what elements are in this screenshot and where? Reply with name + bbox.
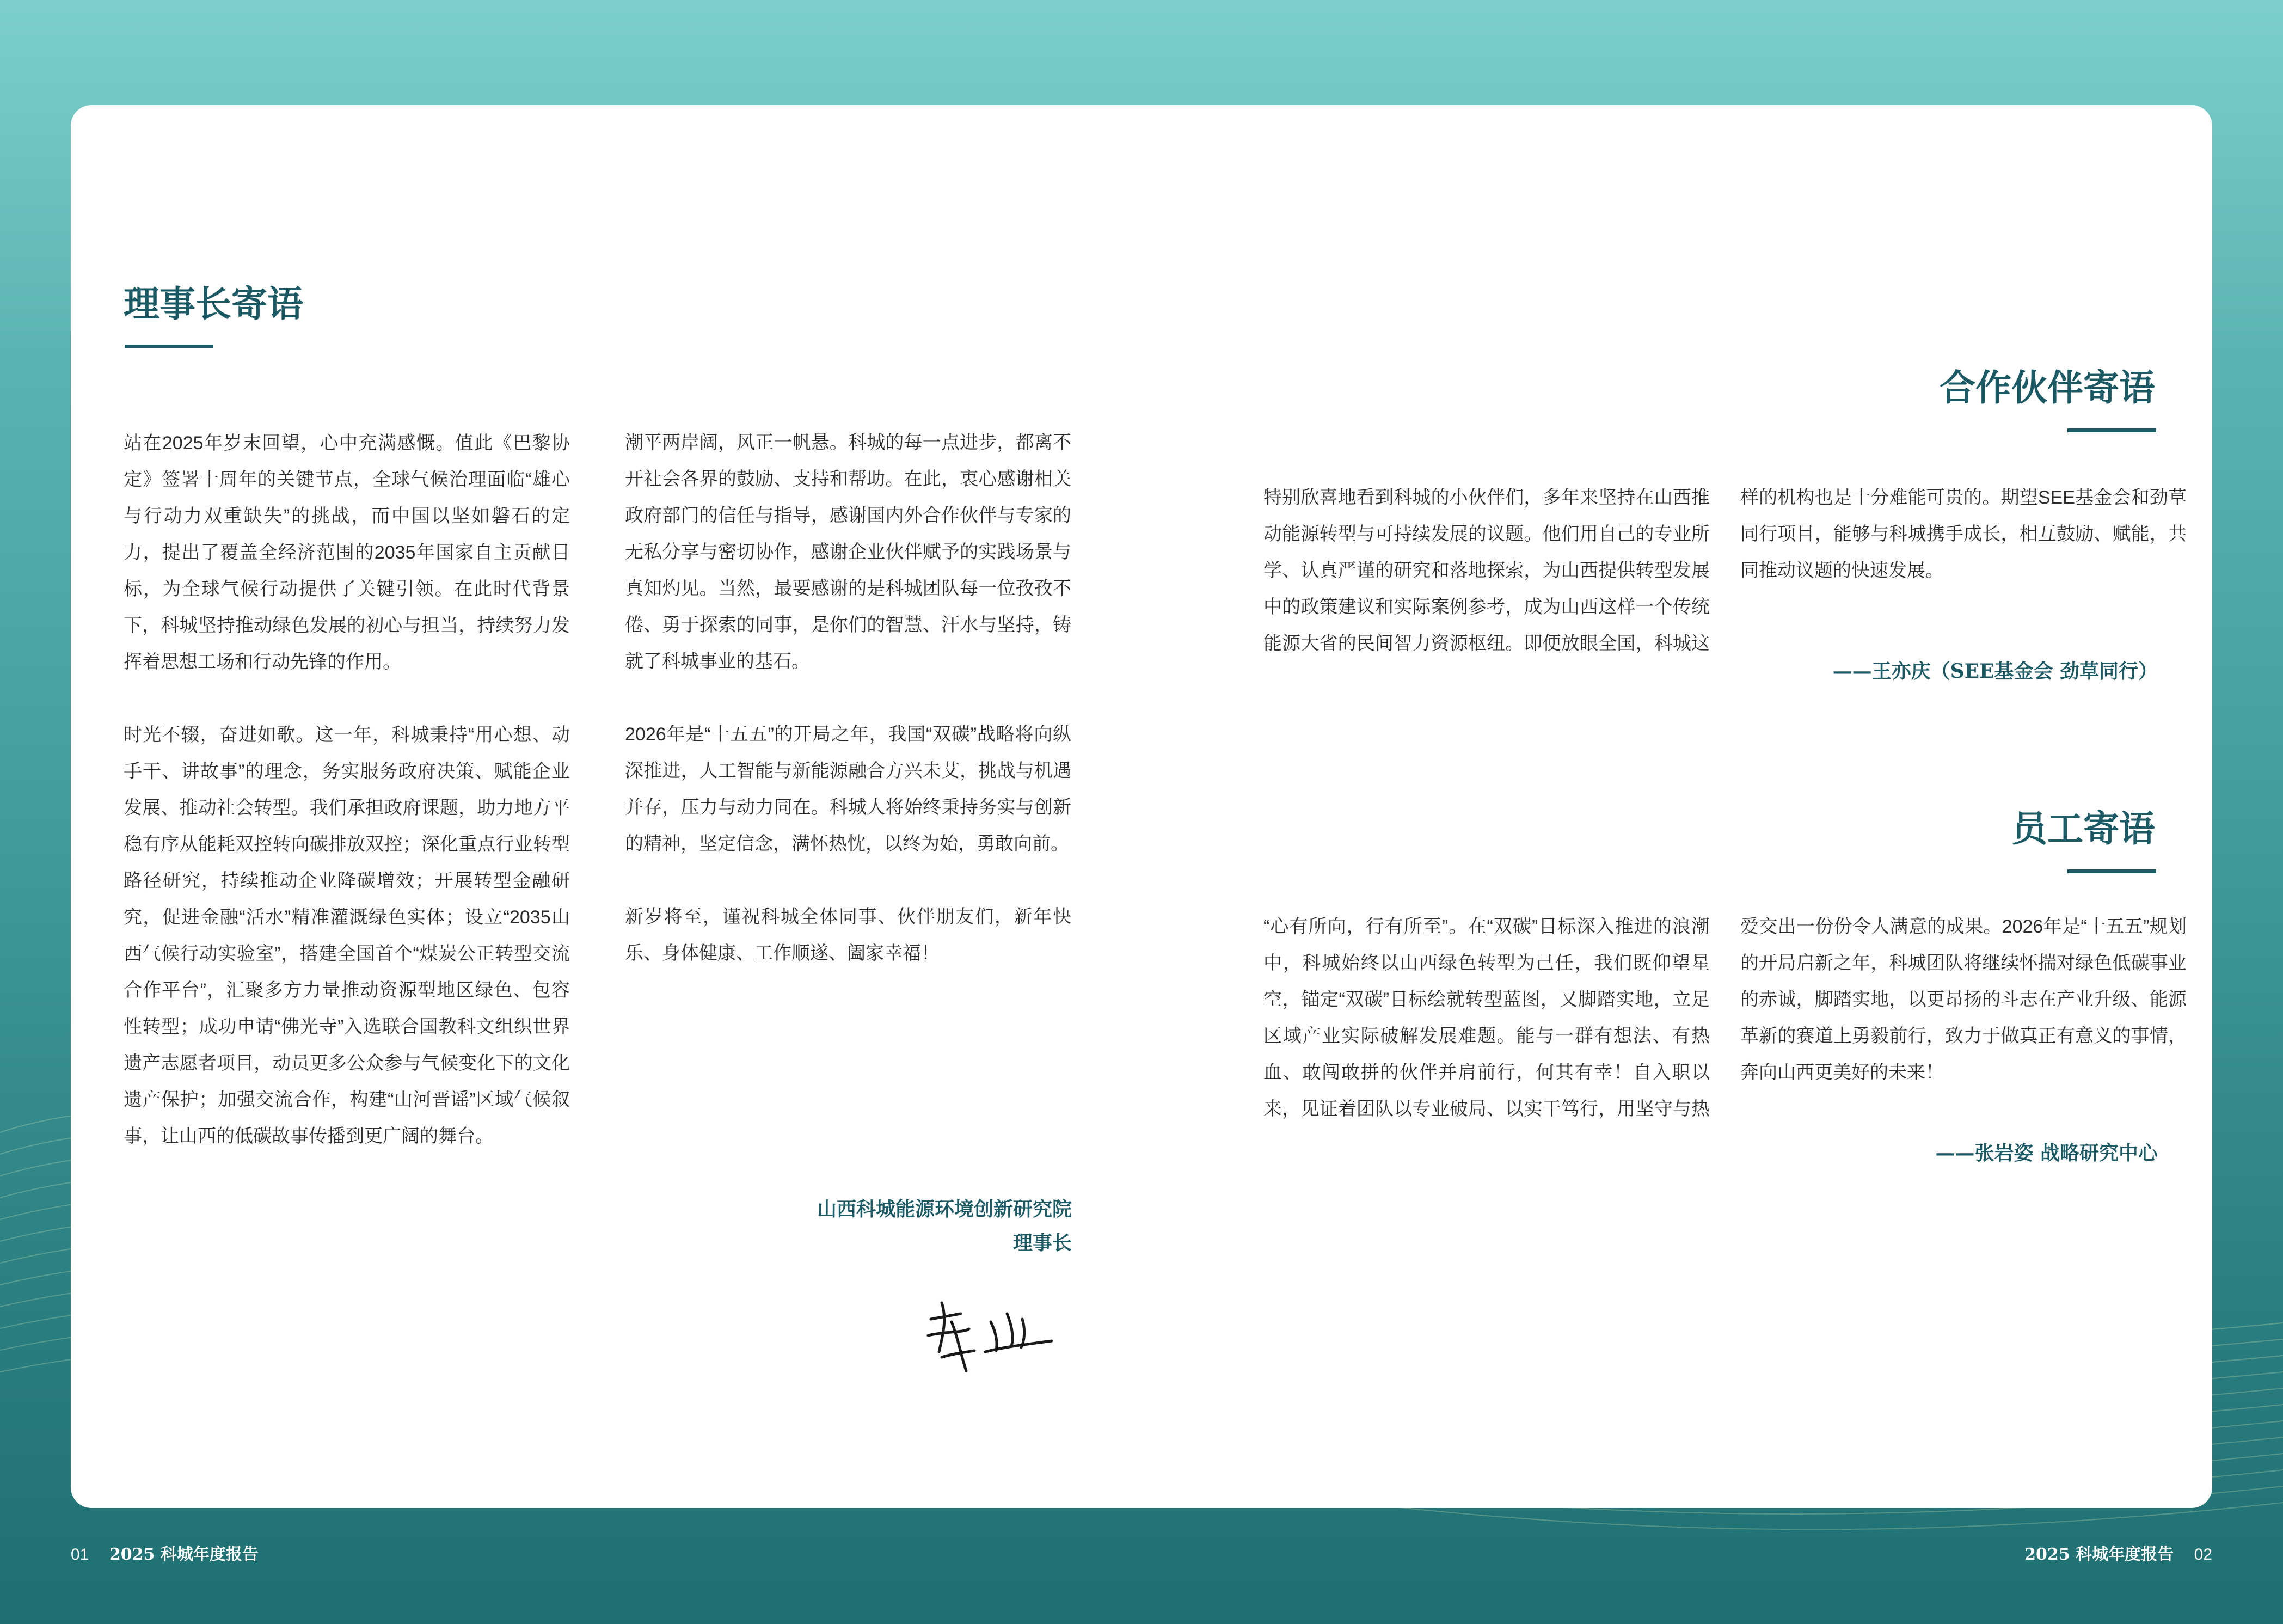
partner-heading: 合作伙伴寄语: [1940, 366, 2155, 409]
chairman-heading-rule: [125, 345, 213, 348]
page-number-left: 01: [71, 1546, 89, 1564]
chairman-paragraph-4: 2026年是“十五五”的开局之年，我国“双碳”战略将向纵深推进，人工智能与新能源融合方兴未艾，挑战与机遇并存，压力与动力同在。科城人将始终秉持务实与创新的精神，坚定信念，满怀热忱，以终为始，勇敢向前。: [625, 724, 1071, 854]
partner-message: 样的机构也是十分难能可贵的。期望SEE基金会和劲草同行项目，能够与科城携手成长，相互鼓励、赋能，共同推动议题的快速发展。: [1740, 487, 2187, 581]
chairman-message-col-1: [124, 425, 570, 1303]
staff-message: “心有所向，行有所至”。在“双碳”目标深入推进的浪潮中，科城始终以山西绿色转型为己任，我们既仰望星空，锚定“双碳”目标绘就转型蓝图，又脚踏实地，立足区域产业实际破解发展难题。能与一群有想法、有热血、敢闯敢拼的伙伴并肩前行，何其有幸！自入职以来，见证着团队以专业破局、以实干笃行，用坚守与热: [1263, 916, 1710, 1119]
report-title-right: 2025 科城年度报告: [2024, 1545, 2174, 1564]
chairman-paragraph-3: 潮平两岸阔，风正一帆悬。科城的每一点进步，都离不开社会各界的鼓励、支持和帮助。在此，衷心感谢相关政府部门的信任与指导，感谢国内外合作伙伴与专家的无私分享与密切协作，感谢企业伙伴赋予的实践场景与真知灼见。当然，最要感谢的是科城团队每一位孜孜不倦、勇于探索的同事，是你们的智慧、汗水与坚持，铸就了科城事业的基石。: [625, 432, 1071, 672]
chairman-paragraph-2: 时光不辍，奋进如歌。这一年，科城秉持“用心想、动手干、讲故事”的理念，务实服务政府决策、赋能企业发展、推动社会转型。我们承担政府课题，助力地方平稳有序从能耗双控转向碳排放双控；深化重点行业转型路径研究，持续推动企业降碳增效；开展转型金融研究，促进金融“活水”精准灌溉绿色实体；设立“2035山西气候行动实验室”，搭建全国首个“煤炭公正转型交流合作平台”，汇聚多方力量推动资源型地区绿色、包容性转型；成功申请“佛光寺”入选联合国教科文组织世界遗产志愿者项目，动员更多公众参与气候变化下的文化遗产保护；加强交流合作，构建“山河晋谣”区域气候叙事，让山西的低碳故事传播到更广阔的舞台。: [124, 725, 570, 1147]
content-card: [71, 105, 2212, 1508]
chairman-paragraph-1: 站在2025年岁末回望，心中充满感慨。值此《巴黎协定》签署十周年的关键节点，全球气候治理面临“雄心与行动力双重缺失”的挑战，而中国以坚如磐石的定力，提出了覆盖全经济范围的2035年国家自主贡献目标，为全球气候行动提供了关键引领。在此时代背景下，科城坚持推动绿色发展的初心与担当，持续努力发挥着思想工场和行动先锋的作用。: [124, 433, 570, 672]
staff-message-col-2: [1740, 909, 2187, 1127]
report-title-left: 2025 科城年度报告: [109, 1545, 259, 1564]
page-number-right: 02: [2194, 1546, 2212, 1564]
chairman-paragraph-5: 新岁将至，谨祝科城全体同事、伙伴朋友们，新年快乐、身体健康、工作顺遂、阖家幸福！: [625, 906, 1071, 964]
staff-message-col-1: [1263, 909, 1710, 1127]
staff-attribution: ——张岩姿 战略研究中心: [1935, 1142, 2158, 1165]
chairman-heading: 理事长寄语: [124, 283, 303, 325]
footer-left: [71, 1541, 259, 1565]
chairman-org: 山西科城能源环境创新研究院: [817, 1198, 1072, 1221]
chairman-role: 理事长: [1012, 1231, 1072, 1254]
partner-message: 特别欣喜地看到科城的小伙伴们，多年来坚持在山西推动能源转型与可持续发展的议题。他们用自己的专业所学、认真严谨的研究和落地探索，为山西提供转型发展中的政策建议和实际案例参考，成为山西这样一个传统能源大省的民间智力资源枢纽。即便放眼全国，科城这: [1263, 487, 1710, 654]
footer-right: [2024, 1541, 2212, 1565]
chairman-signature: [909, 1281, 1072, 1379]
partner-message-col-2: [1740, 480, 2187, 626]
staff-message: 爱交出一份份令人满意的成果。2026年是“十五五”规划的开局启新之年，科城团队将继续怀揣对绿色低碳事业的赤诚，脚踏实地，以更昂扬的斗志在产业升级、能源革新的赛道上勇毅前行，致力于做真正有意义的事情，奔向山西更美好的未来！: [1740, 916, 2187, 1083]
staff-heading-rule: [2067, 869, 2156, 873]
partner-heading-rule: [2067, 428, 2156, 432]
staff-heading: 员工寄语: [2011, 807, 2155, 850]
chairman-message-col-2: [625, 425, 1071, 1155]
partner-message-col-1: [1263, 480, 1710, 662]
partner-attribution: ——王亦庆（SEE基金会 劲草同行）: [1832, 660, 2158, 683]
